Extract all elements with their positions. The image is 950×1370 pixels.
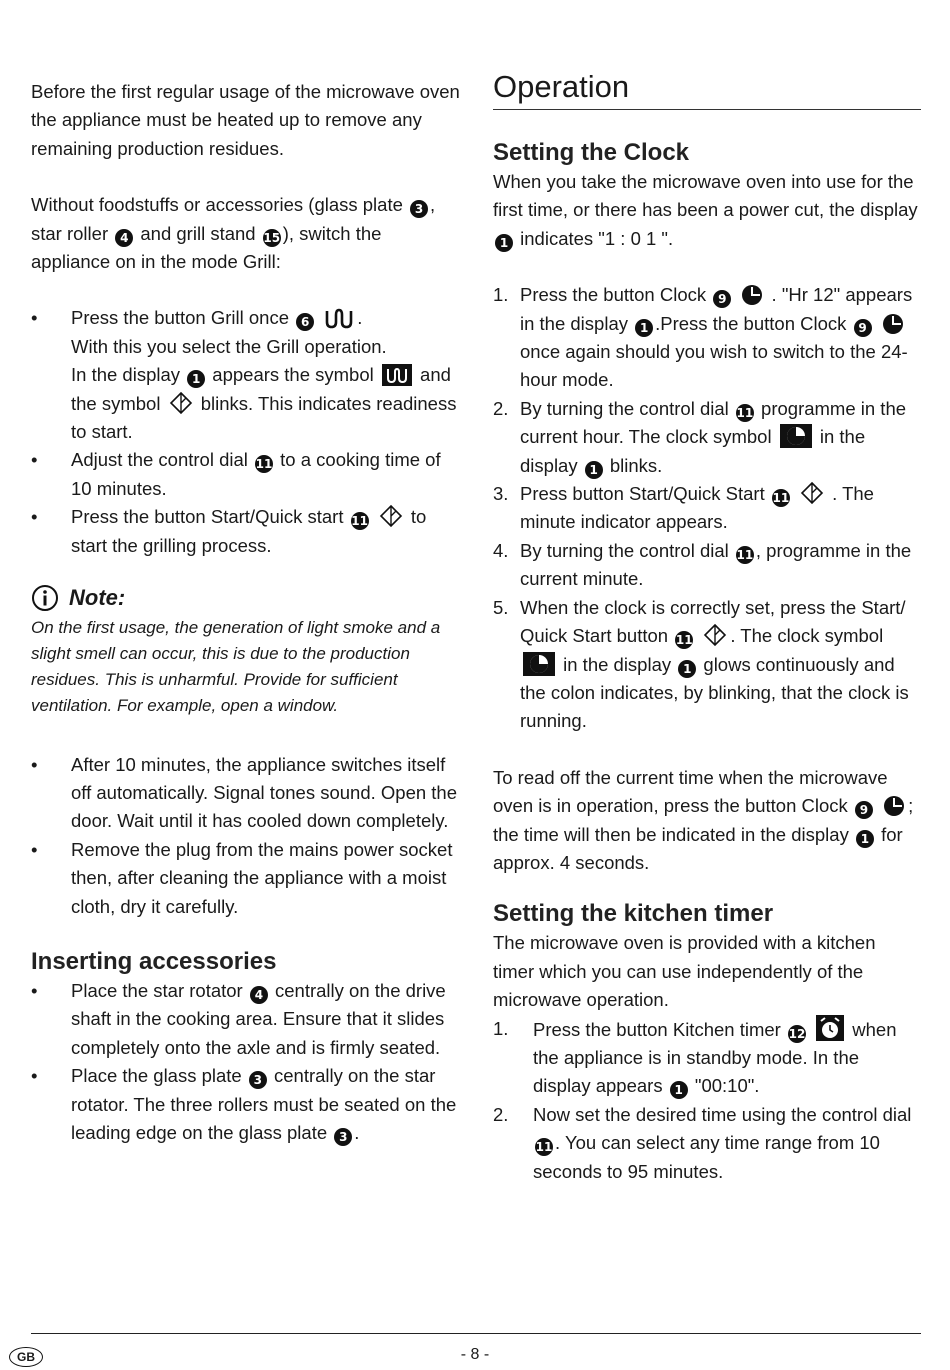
circled-number: 9 — [713, 290, 731, 308]
circled-number: 1 — [187, 370, 205, 388]
list-item: 1. Press the button Clock 9 . "Hr 12" appears in the display 1 .Press the button Clock 9 once again should you wish to switch to the 24-hour mode. — [493, 284, 913, 391]
start-diamond-icon — [379, 504, 403, 528]
circled-number: 4 — [115, 229, 133, 247]
clock-boxed-icon — [780, 424, 812, 448]
circled-number: 6 — [296, 313, 314, 331]
list-item: • Press the button Grill once 6 . With this you select the Grill operation. In the display 1 appears the symbol and the symbol blinks. This indicates readiness to start. — [31, 304, 463, 446]
section-heading: Setting the kitchen timer — [493, 900, 774, 928]
circled-number: 3 — [334, 1128, 352, 1146]
list-item: 5. When the clock is correctly set, press the Start/ Quick Start button 11 . The clock symbol in the display 1 glows continuously and the colon indicates, by blinking, that the clock is running. — [493, 596, 909, 732]
kitchen-timer-icon — [816, 1015, 844, 1041]
circled-number: 1 — [670, 1081, 688, 1099]
circled-number: 12 — [788, 1026, 806, 1041]
footer-divider — [31, 1333, 921, 1334]
list-item: • After 10 minutes, the appliance switches itself off automatically. Signal tones sound. Open the door. Wait until it has cooled down completely. — [31, 751, 463, 836]
circled-number: 11 — [255, 457, 273, 472]
page-number: - 8 - — [460, 1346, 490, 1363]
timer-steps — [493, 1015, 921, 1186]
circled-number: 3 — [410, 200, 428, 218]
right-column — [493, 68, 921, 1186]
list-item: • Place the glass plate 3 centrally on the star rotator. The three rollers must be seated on the leading edge on the glass plate 3 . — [31, 1062, 463, 1147]
circled-number: 4 — [250, 986, 268, 1004]
page-title: Operation — [493, 68, 921, 110]
circled-number: 1 — [585, 461, 603, 479]
timer-intro: The microwave oven is provided with a kitchen timer which you can use independently of the microwave operation. — [493, 932, 876, 1011]
clock-steps — [493, 281, 921, 736]
circled-number: 1 — [678, 660, 696, 678]
list-item: • Press the button Start/Quick start 11 to start the grilling process. — [31, 503, 463, 560]
section-heading: Setting the Clock — [493, 139, 690, 166]
circled-number: 15 — [263, 230, 281, 245]
after-steps — [31, 751, 463, 921]
circled-number: 9 — [854, 319, 872, 337]
clock-icon — [741, 284, 763, 306]
clock-boxed-icon — [523, 652, 555, 676]
info-icon — [31, 584, 59, 612]
circled-number: 11 — [736, 547, 754, 562]
circled-number: 11 — [675, 633, 693, 648]
circled-number: 1 — [495, 234, 513, 252]
grill-steps — [31, 304, 463, 560]
note-text: On the first usage, the generation of light smoke and a slight smell can occur, this is due to the production residues. This is unharmful. Provide for sufficient ventilation. For example, open a window. — [31, 617, 441, 715]
list-item: • Remove the plug from the mains power socket then, after cleaning the appliance with a moist cloth, dry it carefully. — [31, 836, 463, 921]
without-paragraph: Without foodstuffs or accessories (glass plate 3 , star roller 4 and grill stand 15 ), switch the appliance on in the mode Grill: — [31, 194, 436, 273]
left-column — [31, 78, 463, 1147]
circled-number: 11 — [535, 1140, 553, 1155]
start-diamond-icon — [703, 623, 727, 647]
circled-number: 1 — [635, 319, 653, 337]
clock-icon — [883, 795, 905, 817]
list-item: • Place the star rotator 4 centrally on the drive shaft in the cooking area. Ensure that it slides completely onto the axle and is firmly seated. — [31, 977, 463, 1062]
start-diamond-icon — [169, 391, 193, 415]
circled-number: 11 — [736, 405, 754, 420]
circled-number: 1 — [856, 830, 874, 848]
intro-paragraph: Before the first regular usage of the microwave oven the appliance must be heated up to remove any remaining production residues. — [31, 81, 460, 159]
list-item: 1. Press the button Kitchen timer 12 when the appliance is in standby mode. In the display appears 1 "00:10". — [493, 1015, 921, 1101]
clock-intro: When you take the microwave oven into use for the first time, or there has been a power cut, the display 1 indicates "1 : 0 1 ". — [493, 171, 918, 250]
section-heading: Inserting accessories — [31, 947, 277, 975]
read-time-paragraph: To read off the current time when the microwave oven is in operation, press the button Clock 9 ; the time will then be indicated in the display 1 for approx. 4 seconds. — [493, 766, 914, 873]
list-item: • Adjust the control dial 11 to a cooking time of 10 minutes. — [31, 446, 463, 503]
note-heading: Note: — [31, 584, 463, 612]
circled-number: 9 — [855, 801, 873, 819]
list-item: 2. Now set the desired time using the control dial 11 . You can select any time range from 10 seconds to 95 minutes. — [493, 1103, 912, 1182]
list-item: 4. By turning the control dial 11 , programme in the current minute. — [493, 539, 912, 590]
country-badge: GB — [9, 1347, 43, 1367]
inserting-steps — [31, 977, 463, 1147]
list-item: 2. By turning the control dial 11 programme in the current hour. The clock symbol in the display 1 blinks. — [493, 397, 907, 477]
clock-icon — [882, 313, 904, 335]
grill-boxed-icon — [382, 364, 412, 386]
list-item: 3. Press button Start/Quick Start 11 . The minute indicator appears. — [493, 483, 874, 533]
circled-number: 11 — [772, 491, 790, 506]
circled-number: 11 — [351, 514, 368, 529]
start-diamond-icon — [800, 481, 824, 505]
circled-number: 3 — [249, 1071, 267, 1089]
grill-icon — [324, 307, 354, 329]
